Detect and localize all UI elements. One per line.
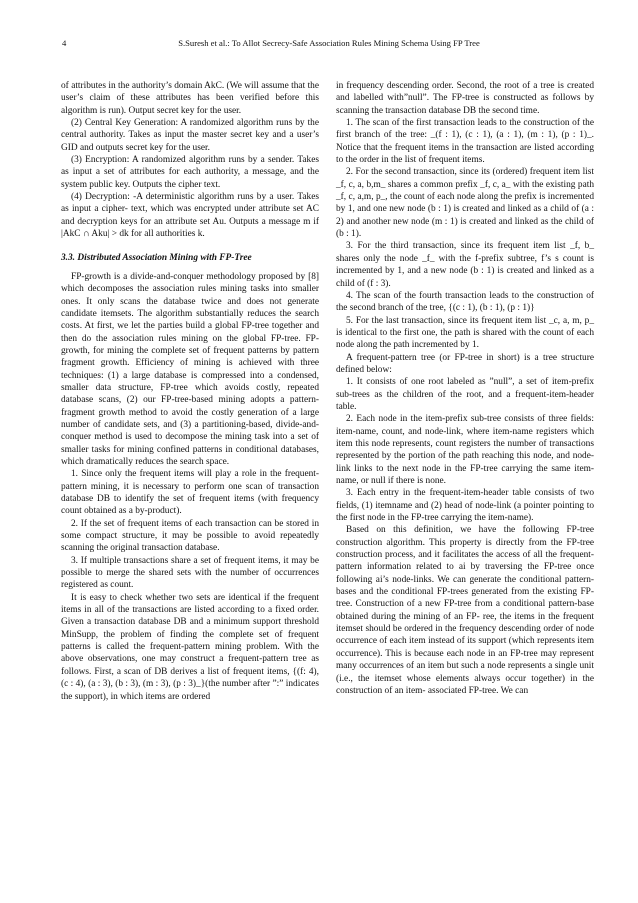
page-header — [62, 38, 596, 52]
paragraph: 2. For the second transaction, since its (ordered) frequent item list _f, c, a, b,m_ shares a common prefix _f, c, a_ with the existing path _f, c, a,m, p_, the count of each node along the prefix is incremented by 1, and one new node (b : 1) is created and linked as a child of (a : 2) and another new node (m : 1) is created and linked as the child of (b : 1). — [336, 167, 594, 240]
paragraph: 3. If multiple transactions share a set of frequent items, it may be possible to merge the shared sets with the number of occurrences registered as count. — [61, 555, 319, 591]
paragraph: Based on this definition, we have the following FP-tree construction algorithm. This property is directly from the FP-tree construction process, and it facilitates the access of all the frequent-pattern information related to ai by traversing the FP-tree once following ai’s node-links. We can generate the conditional pattern-bases and the conditional FP-trees generated from the existing FP-tree. Construction of a new FP-tree from a conditional pattern-base obtained during the mining of an FP- ree, the items in the frequent itemset should be ordered in the frequency descending order of node occurrence of each item instead of its support (which represents item occurrence). This is because each node in an FP-tree may represent many occurrences of an item but such a node represents a single unit (i.e., the itemset whose elements always occur together) in the construction of an item- associated FP-tree. We can — [336, 525, 594, 696]
page-number: 4 — [62, 38, 67, 48]
paragraph: of attributes in the authority’s domain AkC. (We will assume that the user’s claim of these attributes has been verified before this algorithm is run). Output secret key for the user. — [61, 81, 319, 116]
paragraph: in frequency descending order. Second, the root of a tree is created and labelled with”null”. The FP-tree is constructed as follows by scanning the transaction database DB the second time. — [336, 81, 594, 116]
paragraph: FP-growth is a divide-and-conquer methodology proposed by [8] which decomposes the association rules mining tasks into smaller ones. It only scans the database twice and does not generate candidate itemsets. The algorithm substantially reduces the search costs. At first, we let the parties build a global FP-tree together and then do the association rules mining on the global FP-tree. FP-growth, for mining the complete set of frequent patterns by pattern fragment growth. Efficiency of mining is achieved with three techniques: (1) a large database is compressed into a condensed, smaller data structure, FP-tree which avoids costly, repeated database scans, (2) our FP-tree-based mining adopts a pattern-fragment growth method to avoid the costly generation of a large number of candidate sets, and (3) a partitioning-based, divide-and-conquer method is used to decompose the mining task into a set of smaller tasks for mining confined patterns in conditional databases, which dramatically reduces the search space. — [61, 271, 319, 467]
paragraph: 1. It consists of one root labeled as ”null”, a set of item-prefix sub-trees as the children of the root, and a frequent-item-header table. — [336, 377, 594, 412]
paragraph: (2) Central Key Generation: A randomized algorithm runs by the central authority. Takes as input the master secret key and a user’s GID and outputs secret key for the user. — [61, 118, 319, 153]
paragraph: A frequent-pattern tree (or FP-tree in short) is a tree structure defined below: — [336, 352, 594, 375]
left-column — [61, 80, 319, 703]
paragraph: 2. Each node in the item-prefix sub-tree consists of three fields: item-name, count, and node-link, where item-name registers which item this node represents, count registers the number of transactions represented by the portion of the path reaching this node, and node-link links to the next node in the FP-tree carrying the same item-name, or null if there is none. — [336, 414, 594, 486]
right-column — [336, 80, 594, 697]
paragraph: 5. For the last transaction, since its frequent item list _c, a, m, p_ is identical to the first one, the path is shared with the count of each node along the path incremented by 1. — [336, 315, 594, 351]
paragraph: 3. Each entry in the frequent-item-header table consists of two fields, (1) itemname and (2) head of node-link (a pointer pointing to the first node in the FP-tree carrying the item-name). — [336, 488, 594, 524]
paragraph: (4) Decryption: -A deterministic algorithm runs by a user. Takes as input a cipher- text, which was encrypted under attribute set AC and decryption keys for an attribute set Au. Outputs a message m if |AkC ∩ Aku| > dk for all authorities k. — [61, 192, 319, 240]
paragraph: 3. For the third transaction, since its frequent item list _f, b_ shares only the node _f_ with the f-prefix subtree, f’s s count is incremented by 1, and a new node (b : 1) is created and linked as a child of (f : 3). — [336, 241, 594, 289]
running-title: S.Suresh et al.: To Allot Secrecy-Safe Association Rules Mining Schema Using FP Tree — [178, 38, 480, 48]
paragraph: 2. If the set of frequent items of each transaction can be stored in some compact structure, it may be possible to avoid repeatedly scanning the original transaction database. — [61, 518, 319, 554]
paragraph: 4. The scan of the fourth transaction leads to the construction of the second branch of the tree, {(c : 1), (b : 1), (p : 1)} — [336, 290, 594, 314]
paragraph: 1. Since only the frequent items will play a role in the frequent-pattern mining, it is necessary to perform one scan of transaction database DB to identify the set of frequent items (with frequency count obtained as a by-product). — [61, 469, 319, 517]
paragraph: 1. The scan of the first transaction leads to the construction of the first branch of the tree: _(f : 1), (c : 1), (a : 1), (m : 1), (p : 1)_. Notice that the frequent items in the transaction are listed according to the order in the list of frequent items. — [336, 118, 594, 166]
paragraph: It is easy to check whether two sets are identical if the frequent items in all of the transactions are listed according to a fixed order. Given a transaction database DB and a minimum support threshold MinSupp, the problem of finding the complete set of frequent patterns is called the frequent-pattern mining problem. With the above observations, one may construct a frequent-pattern tree as follows. First, a scan of DB derives a list of frequent items, {(f: 4), (c : 4), (a : 3), (b : 3), (m : 3), (p : 3)_}(the number after ”:” indicates the support), in which items are ordered — [61, 592, 319, 702]
section-heading: 3.3. Distributed Association Mining with FP-Tree — [61, 253, 252, 264]
paragraph: (3) Encryption: A randomized algorithm runs by a sender. Takes as input a set of attributes for each authority, a message, and the system public key. Outputs the cipher text. — [61, 155, 319, 190]
